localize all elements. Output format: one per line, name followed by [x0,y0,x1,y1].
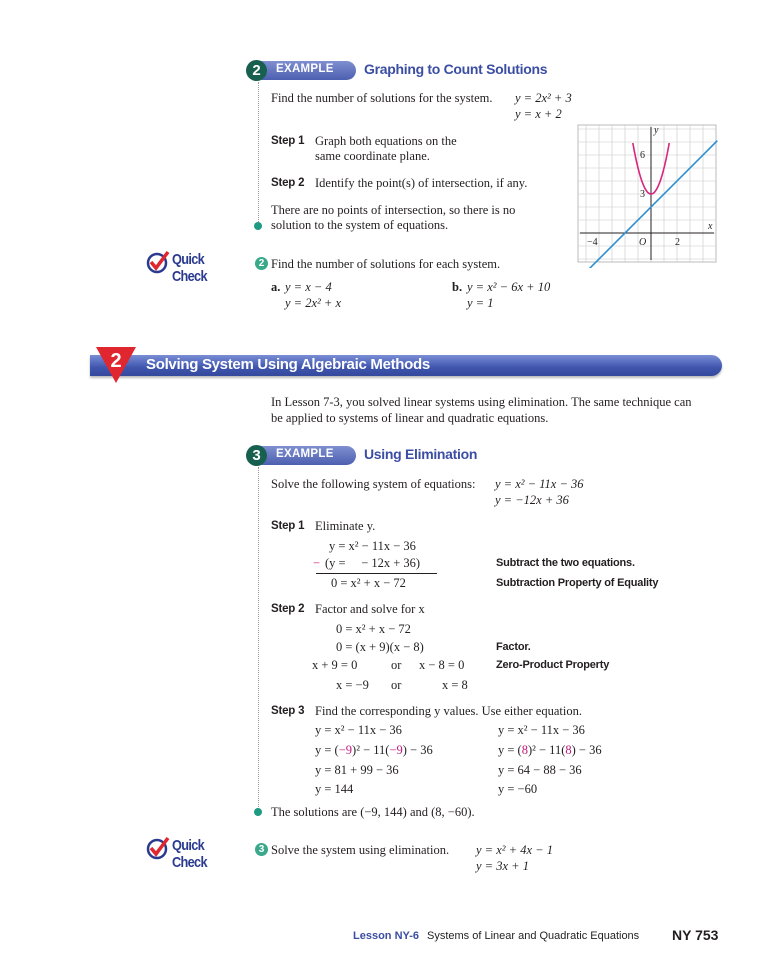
equation: 0 = (x + 9)(x − 8) [336,640,424,654]
step-label: Step 2 [271,177,305,189]
x-axis-label: x [708,221,713,232]
equation: y = −12x + 36 [495,493,569,507]
equation: y = x² − 6x + 10 [467,280,551,294]
step-label: Step 1 [271,520,305,532]
section-number-marker [96,347,136,383]
equation: y = x − 4 [285,280,332,294]
badge-label: EXAMPLE [276,448,334,460]
part-label: b. [452,280,463,294]
equation: y = 2x² + 3 [515,91,572,105]
equation: y = x² − 11x − 36 [315,723,402,737]
step-note: Subtract the two equations. [496,557,635,569]
equation: y = 64 − 88 − 36 [498,763,582,777]
dotted-divider [258,82,259,224]
step-label: Step 3 [271,705,305,717]
equation: (y = − 12x + 36) [325,556,421,570]
equation: y = −60 [498,782,538,796]
badge-number: 3 [246,445,267,466]
equation: y = x² + 4x − 1 [476,843,553,857]
subtraction-rule [316,573,437,574]
dotted-divider [258,467,259,809]
intro-text: In Lesson 7-3, you solved linear systems using elimination. The same technique can [271,395,692,409]
or-text: or [391,678,402,692]
section-number: 2 [110,350,122,372]
conclusion-text: There are no points of intersection, so there is no [271,203,516,217]
conclusion-text: solution to the system of equations. [271,218,449,232]
step-note: Subtraction Property of Equality [496,577,659,589]
step-note: Factor. [496,641,531,653]
example-3-badge [246,445,358,466]
part-label: a. [271,280,281,294]
quick-check-logo: Quick Check [146,250,246,274]
step-text: Graph both equations on the [315,134,457,148]
equation: y = 144 [315,782,354,796]
y-tick-label: 3 [640,189,645,200]
badge-number: 2 [246,60,267,81]
quick-check-prompt: Find the number of solutions for each system. [271,257,501,271]
quick-check-prompt: Solve the system using elimination. [271,843,450,857]
equation: y = (−9)² − 11(−9) − 36 [315,743,433,757]
equation: y = x² − 11x − 36 [329,539,416,553]
equation: 0 = x² + x − 72 [336,622,411,636]
conclusion-text: The solutions are (−9, 144) and (8, −60). [271,805,475,819]
footer-lesson: Lesson NY-6 [353,930,420,942]
end-dot-icon [254,808,262,816]
quick-check-number: 3 [255,843,268,856]
step-label: Step 1 [271,135,305,147]
equation: x − 8 = 0 [419,658,465,672]
quick-check-number: 2 [255,257,268,270]
equation: x = −9 [336,678,369,692]
example-2-badge [246,60,358,81]
step-text: same coordinate plane. [315,149,430,163]
equation: y = 3x + 1 [476,859,529,873]
origin-label: O [639,237,647,248]
example-3-title: Using Elimination [364,446,478,462]
x-tick-label: 2 [675,237,680,248]
section-header-bar [90,355,722,376]
step-text: Factor and solve for x [315,602,425,616]
checkmark-icon [146,836,172,860]
equation: y = x² − 11x − 36 [495,477,584,491]
intro-text: be applied to systems of linear and quadratic equations. [271,411,549,425]
equation: y = 1 [467,296,494,310]
graph-grid [578,125,716,262]
step-text: Find the corresponding y values. Use either equation. [315,704,582,718]
end-dot-icon [254,222,262,230]
step-label: Step 2 [271,603,305,615]
graph-axes [580,127,714,260]
step-note: Zero-Product Property [496,659,610,671]
example-2-title: Graphing to Count Solutions [364,61,548,77]
equation: y = (8)² − 11(8) − 36 [498,743,602,757]
step-text: Identify the point(s) of intersection, if any. [315,176,528,190]
page-number: NY 753 [672,927,719,943]
equation: y = 2x² + x [285,296,342,310]
equation: x = 8 [442,678,468,692]
equation: y = x + 2 [515,107,562,121]
minus-sign: − [313,556,321,570]
example-3-prompt: Solve the following system of equations: [271,477,476,491]
badge-label: EXAMPLE [276,63,334,75]
section-title: Solving System Using Algebraic Methods [146,356,430,373]
quick-check-logo: Quick Check [146,836,246,860]
equation: y = 81 + 99 − 36 [315,763,399,777]
y-tick-label: 6 [640,150,645,161]
equation: y = x² − 11x − 36 [498,723,585,737]
example-2-prompt: Find the number of solutions for the system. [271,91,493,105]
footer-title: Systems of Linear and Quadratic Equations [427,930,640,942]
step-text: Eliminate y. [315,519,376,533]
coordinate-graph [574,120,722,268]
x-tick-label: −4 [587,237,598,248]
checkmark-icon [146,250,172,274]
equation: 0 = x² + x − 72 [331,576,406,590]
linear-line [582,141,717,268]
equation: x + 9 = 0 [312,658,358,672]
or-text: or [391,658,402,672]
y-axis-label: y [654,125,659,136]
